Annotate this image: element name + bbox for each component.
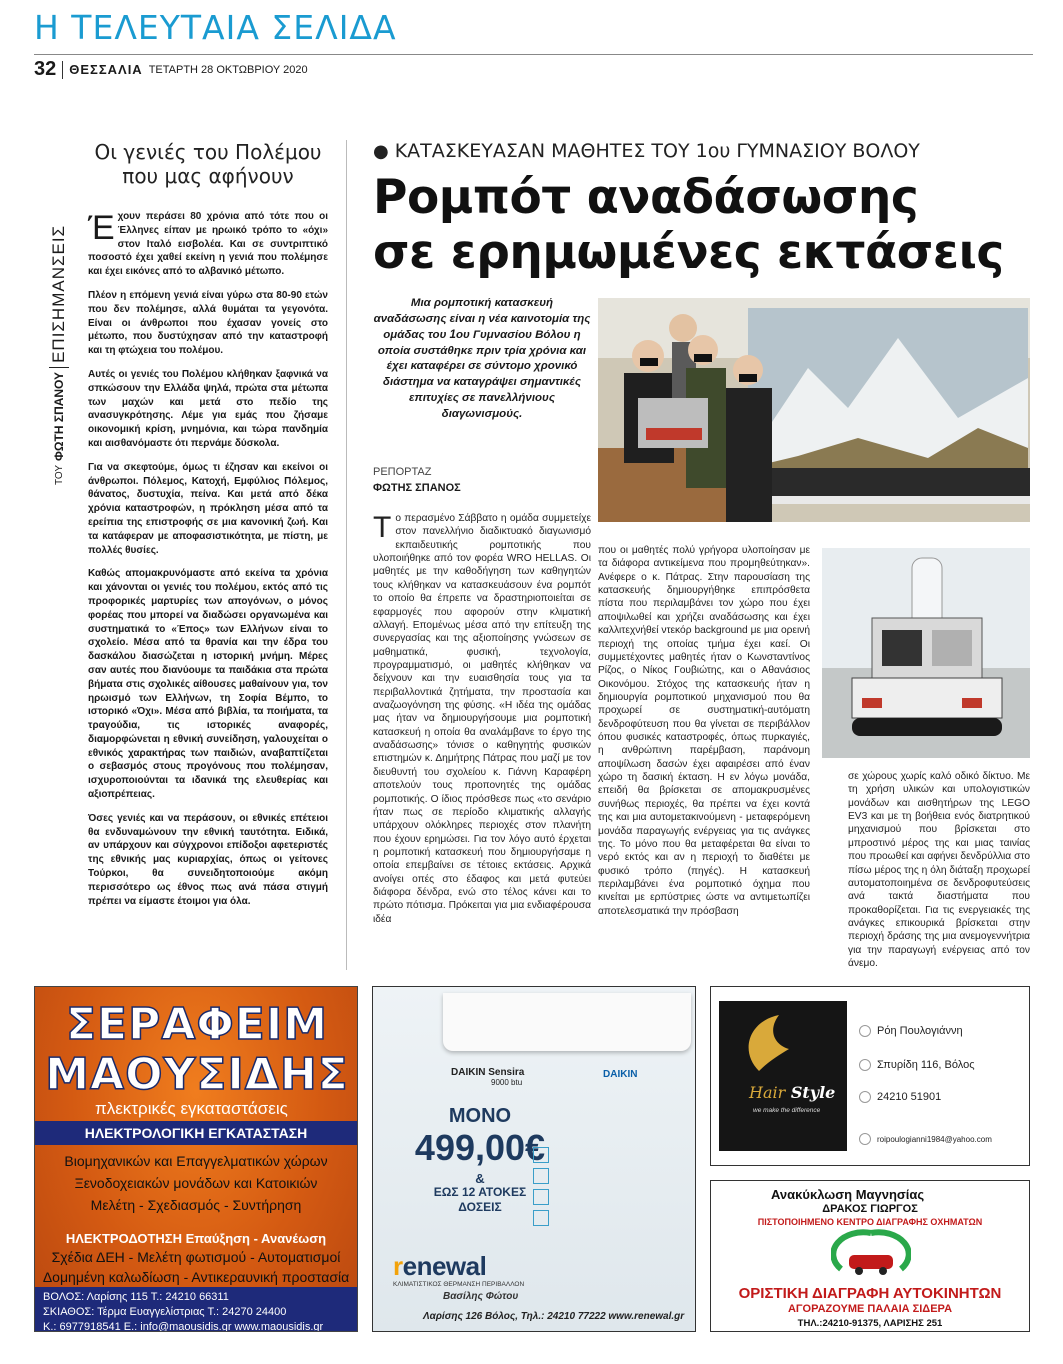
issue-date: ΤΕΤΑΡΤΗ 28 ΟΚΤΩΒΡΙΟΥ 2020 [148,63,308,76]
article-body-text: ο περασμένο Σάββατο η ομάδα συμμετείχε στον πανελλήνιο διαδικτυακό διαγωνισμό εκπαιδευτικής ρομποτικής που υλοποιήθηκε από τον φορέα WRO HELLAS. Οι μαθητές με την καθοδήγηση των καθηγητών τους κλήθηκαν να κατασκευάσουν ένα ρομπότ το οποίο θα έπρεπε να δραστηριοποιείται σε εφαρμογές που αφορούν στην κλιματική αλλαγή. Επομένως μέσα από την επίτευξη της συνεργασίας και της αξιοποίησης γνώσεων σε μαθηματικά, φυσική, τεχνολογία, προγραμματισμό, οι μαθητές κλήθηκαν να δείχνουν και την ευαισθησία τους για τα περιβαλλοντικά ζητήματα, την προστασία και αναζωογόνηση της φύσης. «Η ιδέα της ομάδας μας ήταν να δημιουργήσουμε μια ρομποτική κατασκευή η οποία θα αναλάμβανε το έργο της αναδάσωσης» τόνισε ο καθηγητής φυσικών επιστημών κ. Δημήτρης Πάτρας που μαζί με τον διευθυντή του σχολείου κ. Γιάννη Καραφέρη αποτελούν τους προπονητές της ομάδας ρομποτικής. Ο ίδιος πρόσθεσε πως «το σενάριο ήταν πως σε περίοδο κλιματικής αλλαγής υπάρχουν ολόκληρες περιοχές στον πλανήτη που έχουν ερημώσει. Για τον λόγο αυτό έρχεται η ρομποτική κατασκευή που δημιουργήσαμε η οποία επεμβαίνει σε τέτοιες εκτάσεις. Αρχικά ανοίγει οπές στο έδαφος και μετά φυτεύει διάφορα δένδρα, ενώ στο τέλος κάνει και το πρώτο πότισμα. Πρόκειται για μια ενδιαφέρουσα ιδέα [373,513,591,925]
students-robot-photo [598,298,1030,522]
hairstyle-slogan: we make the difference [753,1107,821,1114]
bullet-icon: ● [373,141,389,162]
ad-maousidis-line-2: Ξενοδοχειακών μονάδων και Κατοικιών [74,1175,318,1191]
ad-maousidis-tagline: πλεκτρικές εγκαταστάσεις [95,1099,288,1118]
ad-renewal-mono: ΜΟΝΟ [448,1105,512,1127]
phone-icon [859,1091,871,1103]
hairstyle-address-row: Σπυρίδη 116, Βόλος [859,1059,975,1071]
ad-maousidis-footer-2: ΣΚΙΑΘΟΣ: Τέρμα Ευαγγελίστριας Τ.: 24270 24400 [43,1306,287,1318]
column-divider [346,140,347,970]
column-title [88,140,328,188]
ad-renewal-price: 499,00€ [414,1127,546,1168]
recycling-main: ΟΡΙΣΤΙΚΗ ΔΙΑΓΡΑΦΗ ΑΥΤΟΚΙΝΗΤΩΝ [738,1285,1002,1302]
renewal-owner: Βασίλης Φώτου [443,1291,519,1302]
email-icon [859,1133,871,1145]
feature-icon [533,1168,549,1184]
ad-hairstyle[interactable] [710,986,1030,1166]
ad-renewal-installments-1: ΕΩΣ 12 ΑΤΟΚΕΣ [433,1185,527,1199]
ad-maousidis-band-1: ΗΛΕΚΤΡΟΛΟΓΙΚΗ ΕΓΚΑΤΑΣΤΑΣΗ [35,1121,357,1145]
feature-icon [533,1147,549,1163]
column-body [88,210,328,908]
folio-divider [62,61,63,79]
hairstyle-owner-row: Ρόη Πουλογιάννη [859,1025,963,1037]
recycling-contact: ΤΗΛ.:24210-91375, ΛΑΡΙΣΗΣ 251 [797,1318,943,1329]
column-by: ΤΟΥ [53,464,65,485]
kicker-text: ΚΑΤΑΣΚΕΥΑΣΑΝ ΜΑΘΗΤΕΣ ΤΟΥ 1ου ΓΥΜΝΑΣΙΟΥ ΒΟΛΟΥ [394,140,920,162]
ad-maousidis-name-1: ΣΕΡΑΦΕΙΜ [65,999,329,1050]
reportage-label: ΡΕΠΟΡΤΑΖ [373,466,432,478]
feature-icons [533,1147,555,1231]
ad-renewal-installments-2: ΔΟΣΕΙΣ [458,1200,502,1214]
article-headline [373,170,1033,280]
article-kicker [373,140,920,162]
article-lede: Μια ρομποτική κατασκευή αναδάσωσης είναι η νέα καινοτομία της ομάδας του 1ου Γυμνασίου Βόλου η οποία συστάθηκε πριν τρία χρόνια και έχει καταφέρει σε σύντομο χρονικό διάστημα να καταγράψει σημαντικές επιτυχίες σε πανελλήνιους διαγωνισμούς. [373,297,591,421]
drop-cap: Τ [373,511,392,544]
recycling-sub: ΑΓΟΡΑΖΟΥΜΕ ΠΑΛΑΙΑ ΣΙΔΕΡΑ [787,1303,953,1315]
column-paragraph: Αυτές οι γενιές του Πολέμου κλήθηκαν ξαφνικά να σπκώσουν την Ελλάδα ψηλά, πρώτα στα μέτωπα των μαχών και μετά στο πεδίο της ανασυγκρότησης. Λέμε για εμάς που ζήσαμε οικονομική κρίση, μνημόνια, και τώρα πανδημία και αισθανόμαστε ότι περνάμε δύσκολα. [88,368,328,449]
newspaper-name: ΘΕΣΣΑΛΙΑ [69,62,143,77]
reporter-name: ΦΩΤΗΣ ΣΠΑΝΟΣ [373,482,461,494]
renewal-logo: renewal [393,1251,487,1281]
column-author: ΦΩΤΗ ΣΠΑΝΟΥ [52,371,66,461]
daikin-logo: DAIKIN [603,1069,638,1080]
column-vertical-label [49,215,75,485]
ad-maousidis-line-3: Μελέτη - Σχεδιασμός - Συντήρηση [90,1197,302,1213]
recycle-car-icon [831,1229,911,1281]
column-paragraph: Όσες γενιές και να περάσουν, οι εθνικές επέτειοι θα ενδυναμώνουν την εθνική ταυτότητα. Ειδικά, αν υπάρχουν και σύγχρονοι επίδοξοι αφετεριστές της εθνικής μας κυριαρχίας, όπως οι γείτονες Τούρκοι, θα συνειδητοποιούμε ακόμη περισσότερο ως έθνος πως ανά πάσα στιγμή πρέπει να είμαστε έτοιμοι για όλα. [88,812,328,907]
ad-maousidis-footer [35,1287,357,1331]
article-body-col-2: που οι μαθητές πολύ γρήγορα υλοποίησαν με τα διάφορα αντικείμενα που προμηθεύτηκαν». Ανέφερε ο κ. Πάτρας. Στην παρουσίαση της κατασκευής δημιουργήθηκε επιπρόσθετα πίστα που περιλαμβάνει τον χώρο που έχει αποψιλωθεί και χρήζει αναδάσωσης και έχει καλλιτεχνήθεί ντεκόρ background με μια ορεινή περιοχή της οποίας τμήμα έχει καεί. Οι συμμετέχοντες μαθητές ήταν ο Κωνσταντίνος Ρίζος, ο Νίκος Γουβιώτης, και ο Αθανάσιος Οικονόμου. Στόχος της κατασκευής ήταν η δημιουργία ρομποτικού μηχανισμού που θα προχωρεί σε συστηματική-αυτόματη δενδροφύτευση που θα γίνεται σε περιβάλλον όπου φυσικές καταστροφές, όπως πυρκαγιές, η ανθρώπινη παρέμβαση, παράνομη αποψίλωση δασών έχει αφαιρέσει από έναν χώρο τη δασική έκταση. Η εν λόγω μονάδα, επειδή θα βρίσκεται σε απομακρυσμένες συνήθως περιοχές, θα πρέπει να έχει κοντά της και μια αυτομετακινούμενη - μεταφερόμενη μονάδα παραγωγής ενέργειας για τις ανάγκες της. Το μόνο που θα μεταφέρεται θα είναι το νερό εκτός και αν η περιοχή το διαθέτει με φυσικό τρόπο (πηγές). Η κατασκευή περιλαμβάνει ένα ρομποτικό όχημα που κινείται με ερπύστριες ώστε να αντιμετωπίζει αποτελεσματικά την πρόσβαση [598,545,810,917]
headline-line-1: Ρομπότ αναδάσωσης [373,170,919,225]
air-conditioner-image [443,993,691,1051]
column-paragraph: Έχουν περάσει 80 χρόνια από τότε που οι Έλληνες είπαν με ηρωικό τρόπο το «όχι» στον Ιταλό εισβολέα. Και σε συντριπτικό ποσοστό έχει χαθεί εκείνη η γενιά που πολέμησε και έχει εικόνες από το αλβανικό μέτωπο. [88,209,328,278]
feature-icon [533,1210,549,1226]
ad-maousidis-line-5: Δομημένη καλωδίωση - Αντικεραυνική προστασία [42,1269,350,1285]
column-rubric: ΕΠΙΣΗΜΑΝΣΕΙΣ [49,224,68,363]
ad-renewal[interactable] [372,986,696,1332]
column-paragraph: Για να σκεφτούμε, όμως τι έζησαν και εκείνοι οι άνθρωποι. Πόλεμος, Κατοχή, Εμφύλιος Πόλεμος, θάνατος, δυστυχία, πείνα. Και μετά από δέκα χρόνια καταστροφών, η πρόκληση μέσα από τα ερείπια της επιστροφής σε μια κανονική ζωή. Και τα κατάφεραν με αποφασιστικότητα, με πίστη, με πολλές θυσίες. [88,461,328,556]
robot-closeup-photo [822,548,1030,758]
hairstyle-logo [719,1001,847,1151]
ad-maousidis[interactable] [34,986,358,1332]
ad-maousidis-line-1: Βιομηχανικών και Επαγγελματικών χώρων [64,1153,328,1169]
feature-icon [533,1189,549,1205]
section-title: Η ΤΕΛΕΥΤΑΙΑ ΣΕΛΙΔΑ [34,8,397,47]
ad-renewal-amp: & [475,1171,485,1186]
ad-maousidis-band-2: ΗΛΕΚΤΡΟΔΟΤΗΣΗ Επαύξηση - Ανανέωση [65,1231,327,1246]
renewal-address: Λαρίσης 126 Βόλος, Τηλ.: 24210 77222 www.renewal.gr [423,1311,685,1322]
ad-maousidis-footer-1: ΒΟΛΟΣ: Λαρίσης 115 Τ.: 24210 66311 [43,1291,229,1303]
column-title-line-2: που μας αφήνουν [122,164,294,188]
ad-recycling[interactable] [710,1180,1030,1332]
article-body-col-1 [373,512,591,926]
person-icon [859,1025,871,1037]
renewal-sub: ΚΛΙΜΑΤΙΣΤΙΚΟΣ ΘΕΡΜΑΝΣΗ ΠΕΡΙΒΑΛΛΟΝ [393,1281,525,1288]
ad-maousidis-line-4: Σχέδια ΔΕΗ - Μελέτη φωτισμού - Αυτοματισμοί [51,1249,341,1265]
article-body-col-3: σε χώρους χωρίς καλό οδικό δίκτυο. Με τη χρήση υλικών και υπολογιστικών μονάδων και αισθητήρων της LEGO EV3 και με τη βοήθεια ενός διατρητικού μηχανισμού που βρίσκεται στο μπροστινό μέρος της και μιας ταινίας που προωθεί και αφήνει δενδρύλλια στο πίσω μέρος της η όλη διάταξη προχωρεί αυτοματοποιημένα σε δενδροφυτεύσεις ανά τακτά διαστήματα που προκαθορίζεται. Για τις ενεργειακές της ανάγκες επικουρικά βρίσκεται στην περιοχή δράσης της μια ανεμογεννήτρια για την παραγωγή ενέργειας από τον άνεμο. [848,771,1030,970]
headline-line-2: σε ερημωμένες εκτάσεις [373,224,1004,280]
recycling-owner: ΔΡΑΚΟΣ ΓΙΩΡΓΟΣ [822,1203,918,1215]
page-number: 32 [34,58,57,80]
hairstyle-phone-row: 24210 51901 [859,1091,941,1103]
hairstyle-email-row: roipoulogianni1984@yahoo.com [859,1133,992,1145]
location-icon [859,1059,871,1071]
reportage-credit [373,466,591,494]
folio [34,58,308,81]
opinion-column [88,140,328,918]
column-paragraph: Πλέον η επόμενη γενιά είναι γύρω στα 80-90 ετών που δεν πολέμησε, αλλά θυμάται τα γεγονότα. Είναι οι άνθρωποι που έχασαν γονείς στο μέτωπο, που δυστύχησαν από την καταστροφή και τη φτώχεια του πολέμου. [88,289,328,357]
column-label-divider [49,367,69,368]
hair-swirl-icon [719,1001,847,1081]
hairstyle-brand: Hair Style [749,1083,836,1102]
recycling-title: Ανακύκλωση Μαγνησίας [771,1187,925,1202]
column-paragraph: Καθώς απομακρυνόμαστε από εκείνα τα χρόνια και χάνονται οι γενιές του πολέμου, εκτός από τις προφορικές μαρτυρίες των απογόνων, ο μόνος φορέας που μπορεί να διαδώσει οργανωμένα και συστηματικά το «Έπος» των Ελλήνων είναι το σχολείο. Μέσα από τα θρανία και την έδρα του δασκάλου διασώζεται η ιστορική μνήμη. Μέρες σαν αυτές που διανύουμε τα παιδάκια στα πρώτα βήματα στις σχολικές αίθουσες μαθαίνουν για, τον ηρωισμό των Ελλήνων, τη Σοφία Βέμπο, το ιστορικό «Όχι». Μέσα από βιβλία, τα ποιήματα, τα τραγούδια, τις ιστορικές αναφορές, διαμορφώνεται η εθνική συνείδηση, γαλουχείται ο εθνικός χαρακτήρας των παιδιών, αναβαπτίζεται ο σεβασμός στους προγόνους που πολέμησαν, ισχυροποιούνται τα ιδανικά της ελευθερίας και αξιοπρέπειας. [88,568,328,801]
column-title-line-1: Οι γενιές του Πολέμου [94,140,322,164]
ad-maousidis-name-2: ΜΑΟΥΣΙΔΗΣ [45,1049,349,1100]
ad-maousidis-footer-3: Κ.: 6977918541 E.: info@maousidis.gr www.maousidis.gr [43,1321,324,1332]
header-rule [34,54,1033,55]
recycling-certified: ΠΙΣΤΟΠΟΙΗΜΕΝΟ ΚΕΝΤΡΟ ΔΙΑΓΡΑΦΗΣ ΟΧΗΜΑΤΩΝ [757,1217,983,1227]
ad-renewal-model: DAIKIN Sensira 9000 btu [451,1067,525,1087]
